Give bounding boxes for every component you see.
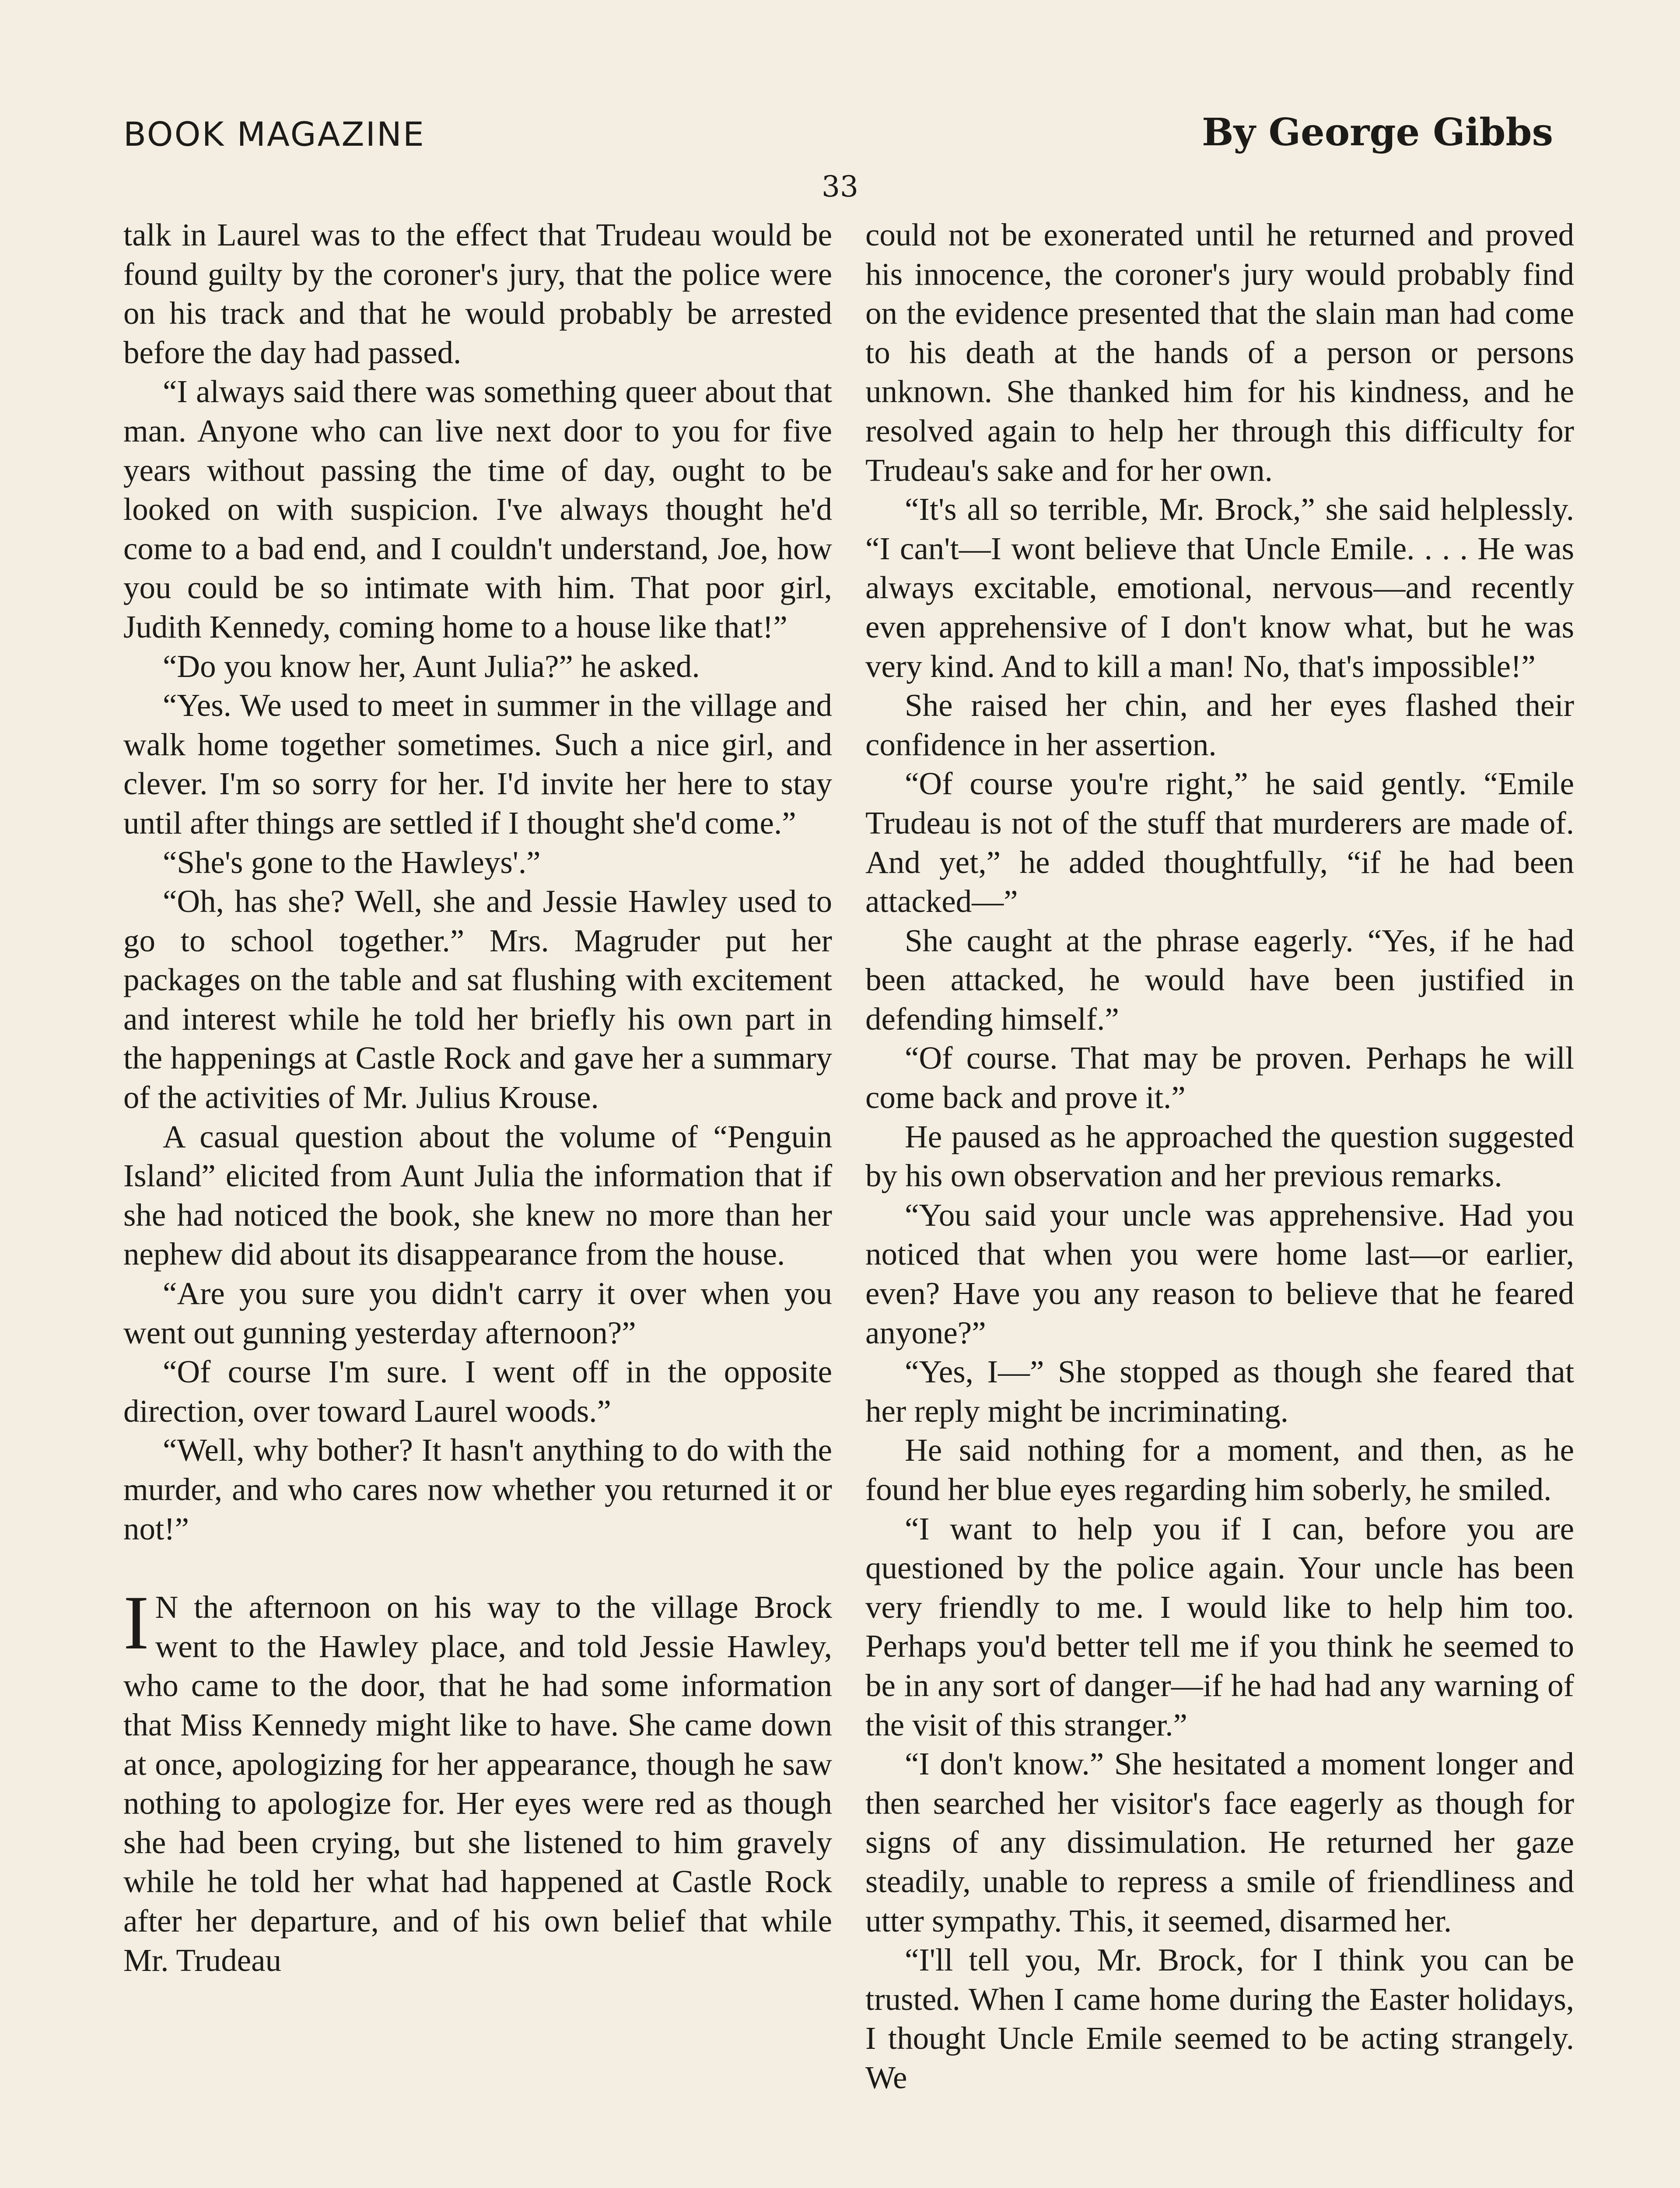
- paragraph: “Of course I'm sure. I went off in the opposite direction, over toward Laurel woods.”: [123, 1354, 832, 1429]
- paragraph: “Well, why bother? It hasn't anything to do with the murder, and who cares now whether you returned it or not!”: [123, 1432, 832, 1546]
- paragraph: “You said your uncle was apprehensive. Had you noticed that when you were home last—or earlier, even? Have you any reason to believe that he feared anyone?”: [865, 1197, 1574, 1350]
- section-paragraph: [123, 1580, 832, 1980]
- paragraph: “Are you sure you didn't carry it over when you went out gunning yesterday afternoon?”: [123, 1276, 832, 1350]
- paragraph: She raised her chin, and her eyes flashed their confidence in her assertion.: [865, 687, 1574, 762]
- paragraph: He paused as he approached the question suggested by his own observation and her previous remarks.: [865, 1119, 1574, 1194]
- section-paragraph-text: the afternoon on his way to the village Brock went to the Hawley place, and told Jessie Hawley, who came to the door, that he had some information that Miss Kennedy might like to have. She came down at once, apologizing for her appearance, though he saw nothing to apologize for. Her eyes were red as though she had been crying, but she listened to him gravely while he told her what had happened at Castle Rock after her departure, and of his own belief that while Mr. Trudeau: [123, 1589, 832, 1978]
- paragraph: “I'll tell you, Mr. Brock, for I think you can be trusted. When I came home during the Easter holidays, I thought Uncle Emile seemed to be acting strangely. We: [865, 1942, 1574, 2095]
- paragraph: “She's gone to the Hawleys'.”: [163, 844, 541, 880]
- paragraph: She caught at the phrase eagerly. “Yes, if he had been attacked, he would have been justified in defending himself.”: [865, 922, 1574, 1037]
- paragraph: He said nothing for a moment, and then, as he found her blue eyes regarding him soberly, he smiled.: [865, 1432, 1574, 1507]
- paragraph: “I always said there was something queer about that man. Anyone who can live next door to you for five years without passing the time of day, ought to be looked on with suspicion. I've always thought he'd come to a bad end, and I couldn't understand, Joe, how you could be so intimate with him. That poor girl, Judith Kennedy, coming home to a house like that!”: [123, 374, 832, 645]
- paragraph: “It's all so terrible, Mr. Brock,” she said helplessly. “I can't—I wont believe that Uncle Emile. . . . He was always excitable, emotional, nervous—and recently even apprehensive of I don't know what, but he was very kind. And to kill a man! No, that's impossible!”: [865, 491, 1574, 684]
- drop-cap: I: [123, 1580, 149, 1666]
- paragraph: “Oh, has she? Well, she and Jessie Hawley used to go to school together.” Mrs. Magruder put her packages on the table and sat flushing with excitement and interest while he told her briefly his own part in the happenings at Castle Rock and gave her a summary of the activities of Mr. Julius Krouse.: [123, 884, 832, 1115]
- paragraph: “Do you know her, Aunt Julia?” he asked.: [163, 648, 700, 684]
- paragraph: A casual question about the volume of “Penguin Island” elicited from Aunt Julia the information that if she had noticed the book, she knew no more than her nephew did about its disappearance from the house.: [123, 1119, 832, 1272]
- paragraph: could not be exonerated until he returned and proved his innocence, the coroner's jury would probably find on the evidence presented that the slain man had come to his death at the hands of a person or persons unknown. She thanked him for his kindness, and he resolved again to help her through this difficulty for Trudeau's sake and for her own.: [865, 217, 1574, 488]
- paragraph: “Of course you're right,” he said gently. “Emile Trudeau is not of the stuff that murderers are made of. And yet,” he added thoughtfully, “if he had been attacked—”: [865, 766, 1574, 919]
- paragraph: “Yes, I—” She stopped as though she feared that her reply might be incriminating.: [865, 1354, 1574, 1429]
- paragraph: “Yes. We used to meet in summer in the village and walk home together sometimes. Such a nice girl, and clever. I'm so sorry for her. I'd invite her here to stay until after things are settled if I thought she'd come.”: [123, 687, 832, 841]
- paragraph: “Of course. That may be proven. Perhaps he will come back and prove it.”: [865, 1040, 1574, 1115]
- right-column: [865, 215, 1574, 2097]
- author-byline: By George Gibbs: [1201, 110, 1553, 154]
- drop-cap-word: N: [155, 1589, 178, 1625]
- paragraph: “I want to help you if I can, before you are questioned by the police again. Your uncle has been very friendly to me. I would like to help him too. Perhaps you'd better tell me if you think he seemed to be in any sort of danger—if he had had any warning of the visit of this stranger.”: [865, 1511, 1574, 1743]
- paragraph: “I don't know.” She hesitated a moment longer and then searched her visitor's face eagerly as though for signs of any dissimulation. He returned her gaze steadily, unable to repress a smile of friendliness and utter sympathy. This, it seemed, disarmed her.: [865, 1746, 1574, 1939]
- magazine-title: BOOK MAGAZINE: [123, 115, 425, 154]
- left-column: [123, 215, 832, 1980]
- page-number: 33: [822, 170, 858, 203]
- paragraph: talk in Laurel was to the effect that Trudeau would be found guilty by the coroner's jury, that the police were on his track and that he would probably be arrested before the day had passed.: [123, 217, 832, 370]
